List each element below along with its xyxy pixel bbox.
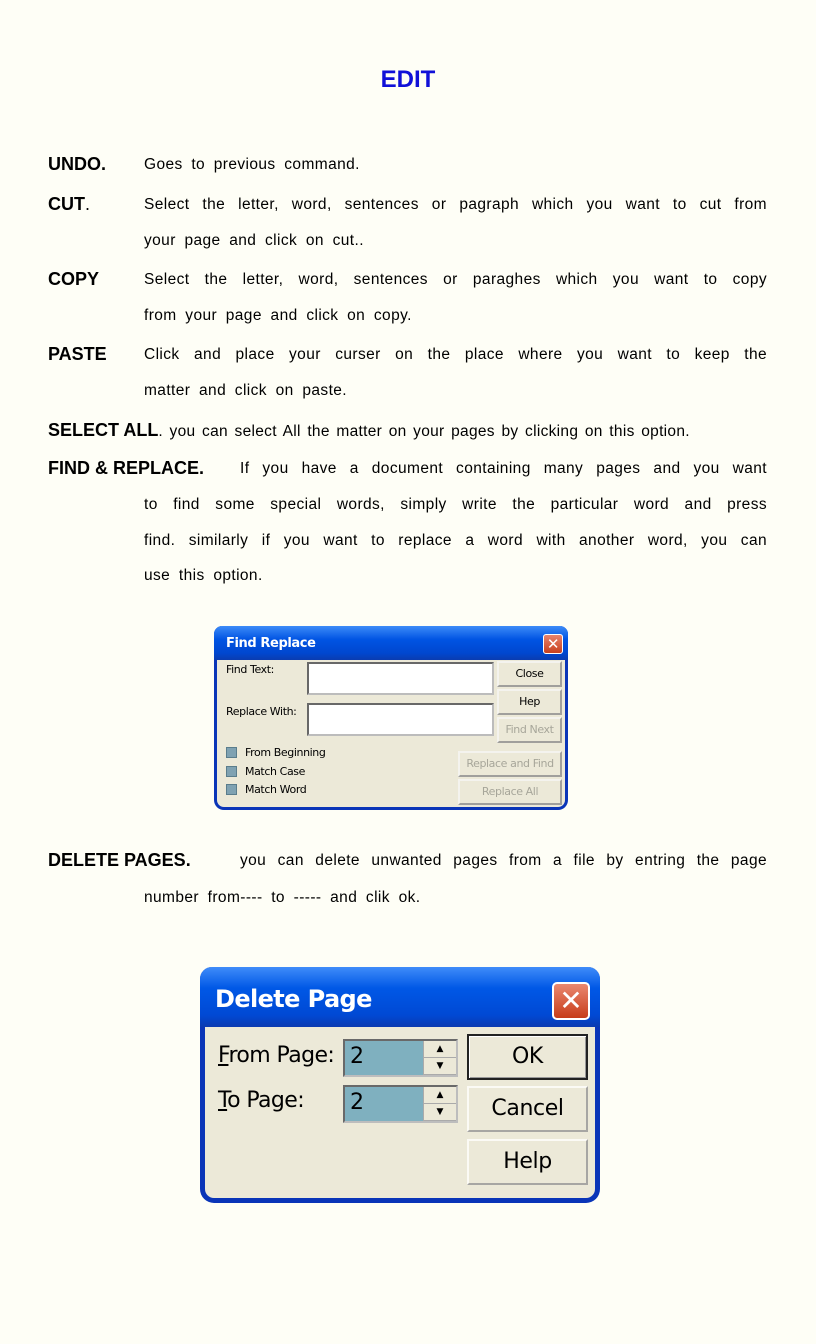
replace-with-label: Replace With: [226,705,297,718]
from-page-value[interactable]: 2 [350,1044,364,1069]
spinner-arrows [423,1087,456,1121]
to-page-label-key: T [218,1088,228,1113]
desc-copy-l1: Select the letter, word, sentences or paraghes which you want to copy [144,271,767,288]
find-text-label: Find Text: [226,663,274,676]
desc-find-l2: to find some special words, simply write the particular word and press [144,496,767,513]
replace-and-find-button[interactable]: Replace and Find [458,751,562,777]
to-page-value[interactable]: 2 [350,1090,364,1115]
close-icon[interactable]: ✕ [543,634,563,654]
dialog-title: Find Replace [226,636,316,651]
to-page-stepper[interactable] [343,1085,458,1123]
from-beginning-checkbox[interactable] [226,747,237,758]
dialog-title: Delete Page [215,985,372,1013]
spinner-arrows [423,1041,456,1075]
to-page-label-text: o Page: [227,1088,305,1113]
desc-cut-l1: Select the letter, word, sentences or pagraph which you want to cut from [144,196,767,213]
term-select-all: SELECT ALL [48,420,159,440]
desc-paste-l1: Click and place your curser on the place where you want to keep the [144,346,767,363]
dialog-titlebar [214,626,568,660]
term-delete-pages: DELETE PAGES. [48,850,191,870]
desc-undo [144,147,767,183]
replace-all-button[interactable]: Replace All [458,779,562,805]
help-button[interactable]: Help [467,1139,588,1185]
desc-line: Goes to previous command. [144,156,360,173]
page-title: EDIT [380,66,436,93]
match-word-label: Match Word [245,783,307,796]
match-case-checkbox[interactable] [226,766,237,777]
dialog-titlebar [200,967,600,1027]
close-icon[interactable]: ✕ [552,982,590,1020]
desc-cut-l2: your page and click on cut.. [144,232,364,249]
spin-up-icon[interactable]: ▲ [424,1041,456,1058]
select-all-line [48,412,778,450]
delete-page-dialog [200,967,600,1203]
ok-button[interactable]: OK [467,1034,588,1080]
desc-select-all: . you can select All the matter on your pages by clicking on this option. [158,423,690,440]
from-page-label [218,1043,334,1068]
desc-delete-l1: you can delete unwanted pages from a file by entring the page [240,852,767,869]
spin-up-icon[interactable]: ▲ [424,1087,456,1104]
term-cut [48,186,90,222]
desc-find-l4: use this option. [144,567,263,584]
to-page-label [218,1088,304,1113]
desc-paste-l2: matter and click on paste. [144,382,348,399]
find-replace-dialog [214,626,568,810]
desc-delete-l2: number from---- to ----- and clik ok. [144,889,421,906]
term-cut-text: CUT [48,194,85,214]
desc-copy-l2: from your page and click on copy. [144,307,412,324]
spin-down-icon[interactable]: ▼ [424,1104,456,1121]
from-page-label-key: F [218,1043,229,1068]
from-page-label-text: rom Page: [228,1043,335,1068]
spin-down-icon[interactable]: ▼ [424,1058,456,1075]
cancel-button[interactable]: Cancel [467,1086,588,1132]
help-button[interactable]: Hep [497,689,562,715]
close-button[interactable]: Close [497,661,562,687]
find-next-button[interactable]: Find Next [497,717,562,743]
term-paste: PASTE [48,344,107,364]
match-word-checkbox[interactable] [226,784,237,795]
replace-with-input[interactable] [307,703,494,736]
desc-find-l3: find. similarly if you want to replace a word with another word, you can [144,532,767,549]
term-undo: UNDO. [48,154,106,174]
term-copy: COPY [48,269,100,289]
find-text-input[interactable] [307,662,494,695]
from-beginning-label: From Beginning [245,746,326,759]
term-cut-suffix: . [85,194,91,214]
desc-find-l1: If you have a document containing many pages and you want [240,460,767,477]
match-case-label: Match Case [245,765,305,778]
term-find-replace: FIND & REPLACE. [48,458,205,478]
from-page-stepper[interactable] [343,1039,458,1077]
